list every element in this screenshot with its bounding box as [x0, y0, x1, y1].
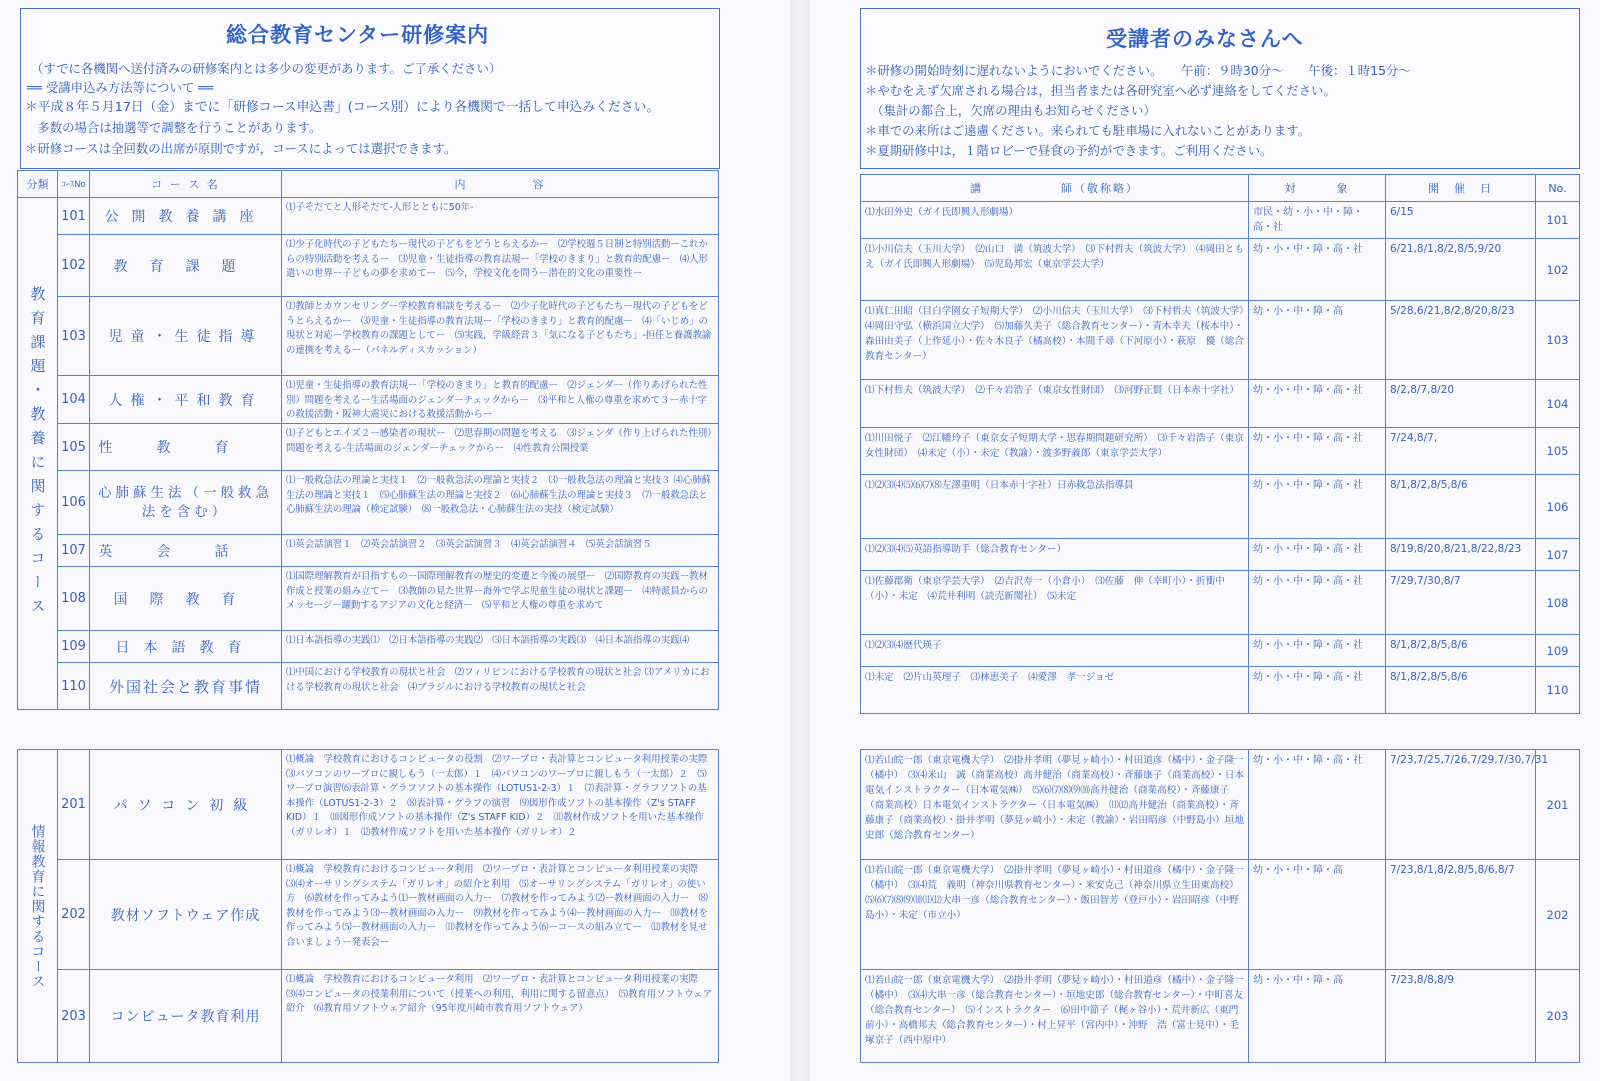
right-note-5: ＊夏期研修中は，１階ロビーで昼食の予約ができます。ご利用ください。 [865, 143, 1273, 158]
right-page-title: 受講者のみなさんへ [1106, 27, 1304, 51]
course-content: ⑴少子化時代の子どもたちー現代の子どもをどうとらえるかー ⑵学校週５日制と特別活動ーこれからの特別活動を考えるー ⑶児童・生徒指導の教育法規ー「学校のきまり」と教育的配慮ー ⑷人形遣いの世界ー子どもの夢を求めてー ⑸今，学校文化を問うー潜在的文化の重要性ー [282, 235, 719, 297]
row-no-cell: 107 [1536, 539, 1580, 571]
table-row [18, 297, 719, 376]
left-note-5: ＊研修コースは全回数の出席が原則ですが，コースによっては選択できます。 [25, 141, 457, 156]
left-note-3: ＊平成８年５月17日（金）までに「研修コース申込書」(コース別）により各機関で一括して申込みください。 [25, 100, 660, 115]
left-note-1: （すでに各機関へ送付済みの研修案内とは多少の変更があります。ご了承ください） [31, 61, 502, 76]
table-row [861, 750, 1580, 860]
left-note-4: 多数の場合は抽選等で調整を行うことがあります。 [25, 120, 322, 135]
table-row [861, 475, 1580, 539]
row-no-cell: 105 [1536, 428, 1580, 475]
date-cell: 8/2,8/7,8/20 [1386, 380, 1536, 428]
header-date: 開 催 日 [1386, 175, 1536, 202]
audience-cell: 幼・小・中・障・高・社 [1249, 428, 1386, 475]
date-cell: 6/15 [1386, 202, 1536, 239]
category-cell-1 [18, 198, 58, 710]
course-name: コンピュータ教育利用 [90, 970, 282, 1063]
course-content: ⑴子そだてと人形そだて-人形とともに50年- [282, 198, 719, 235]
course-content: ⑴概論 学校教育におけるコンピュータの役割 ⑵ワープロ・表計算とコンピュータ利用授業の実際 ⑶パソコンのワープロに親しもう（一太郎）１ ⑷パソコンのワープロに親しもう（一太郎）２ ⑸ワープロ演習⑹表計算・グラフソフトの基本操作（LOTUS1-2-3）１ ⑺表計算・グラフソフトの基本操作（LOTUS1-2-3）２ ⑻表計算・グラフの演習 ⑼図形作成ソフトの基本操作（Z's STAFF KID）１ ⑽図形作成ソフトの基本操作（Z's STAFF KID）２ ⑾教材作成ソフトを用いた基本操作（ガリレオ）１ ⑿教材作成ソフトを用いた基本操作（ガリレオ）２ [282, 750, 719, 860]
date-cell: 7/23,8/8,8/9 [1386, 970, 1536, 1063]
date-cell: 7/24,8/7, [1386, 428, 1536, 475]
date-cell: 7/23,7/25,7/26,7/29,7/30,7/31 [1386, 750, 1536, 860]
course-content: ⑴英会話演習１ ⑵英会話演習２ ⑶英会話演習３ ⑷英会話演習４ ⑸英会話演習５ [282, 535, 719, 567]
audience-cell: 幼・小・中・障・高・社 [1249, 667, 1386, 714]
course-name: 教育課題 [90, 235, 282, 297]
category-cell-2 [18, 750, 58, 1063]
right-header-box [860, 8, 1580, 169]
course-table-1 [17, 170, 719, 710]
course-no: 201 [58, 750, 90, 860]
course-name: 児童・生徒指導 [90, 297, 282, 376]
row-no-cell: 109 [1536, 635, 1580, 667]
date-cell: 5/28,6/21,8/2,8/20,8/23 [1386, 301, 1536, 380]
audience-cell: 幼・小・中・障・高・社 [1249, 380, 1386, 428]
audience-cell: 幼・小・中・障・高・社 [1249, 539, 1386, 571]
course-content: ⑴国際理解教育が目指すものー国際理解教育の歴史的変遷と今後の展望ー ⑵国際教育の実践ー教材作成と授業の組み立てー ⑶教師の見た世界ー海外で学ぶ児童生徒の現状と課題ー ⑷特派員からのメッセージー躍動するアジアの文化と経済ー ⑸平和と人権の尊重を求めて [282, 567, 719, 631]
lecturer-table-2 [860, 749, 1580, 1063]
row-no-cell: 110 [1536, 667, 1580, 714]
lecturer-table-1 [860, 174, 1580, 714]
audience-cell: 幼・小・中・障・高・社 [1249, 475, 1386, 539]
header-lecturer: 講 師（敬称略） [861, 175, 1249, 202]
left-note-2: ══ 受講申込み方法等について ══ [27, 80, 214, 95]
row-no-cell: 103 [1536, 301, 1580, 380]
audience-cell: 幼・小・中・障・高・社 [1249, 635, 1386, 667]
course-no: 102 [58, 235, 90, 297]
date-cell: 8/1,8/2,8/5,8/6 [1386, 635, 1536, 667]
page-gutter [790, 0, 810, 1081]
course-no: 103 [58, 297, 90, 376]
course-name: パソコン初級 [90, 750, 282, 860]
row-no-cell: 106 [1536, 475, 1580, 539]
date-cell: 8/1,8/2,8/5,8/6 [1386, 475, 1536, 539]
table-row [861, 380, 1580, 428]
lecturer-cell: ⑴佐藤郡衛（東京学芸大学） ⑵吉沢寿一（小倉小） ⑶佐藤 伸（幸町小）・折衝中（小）・未定 ⑷荒井利明（読売新聞社） ⑸未定 [861, 571, 1249, 635]
table-row [861, 860, 1580, 970]
header-course-no: ｺｰｽNo [58, 171, 90, 198]
lecturer-cell: ⑴小川信夫（玉川大学） ⑵山口 満（筑波大学） ⑶下村哲夫（筑波大学） ⑷岡田ともえ（ガイ氏即興人形劇場） ⑸児島邦宏（東京学芸大学） [861, 239, 1249, 301]
lecturer-cell: ⑴真仁田昭（目白学園女子短期大学） ⑵小川信夫（玉川大学） ⑶下村哲夫（筑波大学） ⑷岡田守弘（横浜国立大学） ⑸加藤久美子（総合教育センター）・青木幸夫（桜本中）・森田由美子（上作延小）・佐々木良子（橘高校）・本間千尋（下河原小）・萩原 優（総合教育センター） [861, 301, 1249, 380]
course-no: 108 [58, 567, 90, 631]
course-content: ⑴教師とカウンセリングー学校教育相談を考えるー ⑵少子化時代の子どもたちー現代の子どもをどうとらえるかー ⑶児童・生徒指導の教育法規ー「学校のきまり」と教育的配慮ー ⑷「いじめ」の現状と対応ー学校教育の課題としてー ⑸実践，学級経営３「気になる子どもたち」-担任と養護教諭の連携を考えるー（パネルディスカッション） [282, 297, 719, 376]
row-no-cell: 201 [1536, 750, 1580, 860]
lecturer-cell: ⑴未定 ⑵片山英理子 ⑶林恵美子 ⑷愛澤 孝一ジョゼ [861, 667, 1249, 714]
table-row [18, 970, 719, 1063]
table-row [18, 631, 719, 663]
audience-cell: 幼・小・中・障・高・社 [1249, 239, 1386, 301]
header-content: 内 容 [282, 171, 719, 198]
lecturer-cell: ⑴⑵⑶⑷⑸⑹⑺⑻左澤重明（日本赤十字社）日赤救急法指導員 [861, 475, 1249, 539]
row-no-cell: 104 [1536, 380, 1580, 428]
course-name: 国際教育 [90, 567, 282, 631]
table-row [18, 198, 719, 235]
right-note-3: （集計の都合上，欠席の理由もお知らせください） [865, 103, 1156, 118]
course-name: 公開教養講座 [90, 198, 282, 235]
date-cell: 7/29,7/30,8/7 [1386, 571, 1536, 635]
table-row [18, 424, 719, 471]
table-row [18, 535, 719, 567]
row-no-cell: 108 [1536, 571, 1580, 635]
row-no-cell: 202 [1536, 860, 1580, 970]
course-no: 202 [58, 860, 90, 970]
right-page [810, 0, 1600, 1081]
table-row [18, 663, 719, 710]
lecturer-cell: ⑴若山皖一郎（東京電機大学） ⑵掛井孝明（夢見ヶ崎小）・村田道彦（橘中）・金子隆一（橘中） ⑶⑷荒 義明（神奈川県教育センター）・米安克己（神奈川県立生田東高校） ⑸⑹⑺⑻⑼⑽⑾⑿大串一彦（総合教育センター）・飯田智芳（登戸小）・岩田昭彦（中野島小）・未定（市立小） [861, 860, 1249, 970]
lecturer-cell: ⑴下村哲夫（筑波大学） ⑵千々岩浩子（東京女性財団） ⑶河野正賢（日本赤十字社） [861, 380, 1249, 428]
table-row [861, 667, 1580, 714]
row-no-cell: 102 [1536, 239, 1580, 301]
lecturer-cell: ⑴水田外史（ガイ氏即興人形劇場） [861, 202, 1249, 239]
right-note-4: ＊車での来所はご遠慮ください。来られても駐車場に入れないことがあります。 [865, 123, 1311, 138]
lecturer-cell: ⑴若山皖一郎（東京電機大学） ⑵掛井孝明（夢見ヶ崎小）・村田道彦（橘中）・金子隆一（橘中） ⑶⑷大串一彦（総合教育センター）・垣地史郎（総合教育センター）・中町喜友（総合教育センター） ⑸インストラクター ⑹田中節子（梶ヶ谷小）・荒井新広（東門前小）・高橋邦夫（総合教育センター）・村上昇平（宮内中）・沖野 浩（富士見中）・毛塚京子（西中原中） [861, 970, 1249, 1063]
course-no: 110 [58, 663, 90, 710]
table-row [861, 571, 1580, 635]
right-note-1: ＊研修の開始時刻に遅れないようにおいでください。 午前：９時30分〜 午後：１時15分〜 [865, 63, 1411, 78]
course-table-2 [17, 749, 719, 1063]
category-label-2: 情報教育に関するコース [29, 823, 46, 989]
course-no: 106 [58, 471, 90, 535]
table-row [861, 428, 1580, 475]
course-content: ⑴一般救急法の理論と実技１ ⑵一般救急法の理論と実技２ ⑶一般救急法の理論と実技３ ⑷心肺蘇生法の理論と実技１ ⑸心肺蘇生法の理論と実技２ ⑹心肺蘇生法の理論と実技３ ⑺一般救急法と心肺蘇生法の理論（検定試験） ⑻一般救急法・心肺蘇生法の実技（検定試験） [282, 471, 719, 535]
course-name: 日本語教育 [90, 631, 282, 663]
lecturer-table-header [861, 175, 1580, 202]
course-no: 105 [58, 424, 90, 471]
left-header-box [20, 8, 720, 169]
audience-cell: 市民・幼・小・中・障・高・社 [1249, 202, 1386, 239]
audience-cell: 幼・小・中・障・高・社 [1249, 750, 1386, 860]
course-no: 109 [58, 631, 90, 663]
audience-cell: 幼・小・中・障・高 [1249, 301, 1386, 380]
table-row [18, 471, 719, 535]
table-row [18, 750, 719, 860]
table-row [861, 202, 1580, 239]
course-name: 性教育 [90, 424, 282, 471]
table-row [18, 860, 719, 970]
course-content: ⑴児童・生徒指導の教育法規ー「学校のきまり」と教育的配慮ー ⑵ジェンダー（作りあげられた性別）問題を考えるー生活場面のジェンダーチェックからー ⑶平和と人権の尊重を求めて３ー赤十字の救援活動・阪神大震災における救援活動からー [282, 376, 719, 424]
course-name: 心肺蘇生法（一般救急法を含む） [90, 471, 282, 535]
date-cell: 6/21,8/1,8/2,8/5,9/20 [1386, 239, 1536, 301]
right-note-2: ＊やむをえず欠席される場合は，担当者または各研究室へ必ず連絡をしてください。 [865, 83, 1336, 98]
course-content: ⑴子どもとエイズ２ー感染者の現状ー ⑵思春期の問題を考える ⑶ジェンダ（作り上げられた性別）問題を考える-生活場面のジェンダーチェックからー ⑷性教育公開授業 [282, 424, 719, 471]
lecturer-cell: ⑴⑵⑶⑷⑸英語指導助手（総合教育センター） [861, 539, 1249, 571]
table-row [18, 235, 719, 297]
date-cell: 8/19,8/20,8/21,8/22,8/23 [1386, 539, 1536, 571]
audience-cell: 幼・小・中・障・高・社 [1249, 571, 1386, 635]
course-no: 107 [58, 535, 90, 567]
course-name: 人権・平和教育 [90, 376, 282, 424]
course-no: 104 [58, 376, 90, 424]
lecturer-cell: ⑴川田悦子 ⑵江幡玲子（東京女子短期大学・思春期問題研究所） ⑶千々岩浩子（東京女性財団） ⑷未定（小）・未定（教諭）・渡多野義郎（東京学芸大学） [861, 428, 1249, 475]
audience-cell: 幼・小・中・障・高 [1249, 970, 1386, 1063]
header-category: 分類 [18, 171, 58, 198]
table-row [861, 539, 1580, 571]
lecturer-cell: ⑴若山皖一郎（東京電機大学） ⑵掛井孝明（夢見ヶ崎小）・村田道彦（橘中）・金子隆一（橘中） ⑶⑷米山 誠（商業高校）高井健治（商業高校）・斉藤康子（商業高校）・日本電気インストラクター（日本電気㈱） ⑸⑹⑺⑻⑼⑽高井健治（商業高校）・斉藤康子（商業高校）日本電気インストラクター（日本電気㈱） ⑾⑿高井健治（商業高校）・斉藤康子（商業高校）・掛井孝明（夢見ヶ崎小）・未定（教諭）・岩田昭彦（中野島小）垣地史郎（総合教育センター） [861, 750, 1249, 860]
audience-cell: 幼・小・中・障・高 [1249, 860, 1386, 970]
date-cell: 8/1,8/2,8/5,8/6 [1386, 667, 1536, 714]
course-content: ⑴概論 学校教育におけるコンピュータ利用 ⑵ワープロ・表計算とコンピュータ利用授業の実際 ⑶⑷オーサリングシステム「ガリレオ」の紹介と利用 ⑸オーサリングシステム「ガリレオ」の使い方 ⑹教材を作ってみよう⑴ー教材画面の入力ー ⑺教材を作ってみよう⑵ー教材画面の入力ー ⑻教材を作ってみよう⑶ー教材画面の入力ー ⑼教材を作ってみよう⑷ー教材画面の入力ー ⑽教材を作ってみよう⑸ー教材画面の入力ー ⑾教材を作ってみよう⑹ーコースの組み立てー ⑿教材を見せ合いましょうー発表会ー [282, 860, 719, 970]
date-cell: 7/23,8/1,8/2,8/5,8/6,8/7 [1386, 860, 1536, 970]
table-row [861, 970, 1580, 1063]
header-course-name: コ ー ス 名 [90, 171, 282, 198]
row-no-cell: 101 [1536, 202, 1580, 239]
table-row [18, 376, 719, 424]
table-row [861, 301, 1580, 380]
header-audience: 対 象 [1249, 175, 1386, 202]
course-name: 外国社会と教育事情 [90, 663, 282, 710]
course-content: ⑴概論 学校教育におけるコンピュータ利用 ⑵ワープロ・表計算とコンピュータ利用授業の実際 ⑶⑷コンピュータの授業利用について（授業への利用，利用に関する留意点） ⑸教育用ソフトウェア紹介 ⑹教育用ソフトウェア紹介（95年度川崎市教育用ソフトウェア） [282, 970, 719, 1063]
category-label-1: 教育課題・教養に関するコース [28, 285, 47, 622]
left-page [0, 0, 790, 1081]
row-no-cell: 203 [1536, 970, 1580, 1063]
course-table-header [18, 171, 719, 198]
course-content: ⑴日本語指導の実践⑴ ⑵日本語指導の実践⑵ ⑶日本語指導の実践⑶ ⑷日本語指導の実践⑷ [282, 631, 719, 663]
course-no: 101 [58, 198, 90, 235]
table-row [861, 239, 1580, 301]
table-row [861, 635, 1580, 667]
lecturer-cell: ⑴⑵⑶⑷歴代瑛子 [861, 635, 1249, 667]
table-row [18, 567, 719, 631]
course-no: 203 [58, 970, 90, 1063]
course-name: 英会話 [90, 535, 282, 567]
left-page-title: 総合教育センター研修案内 [226, 23, 490, 47]
course-name: 教材ソフトウェア作成 [90, 860, 282, 970]
header-no: No. [1536, 175, 1580, 202]
course-content: ⑴中国における学校教育の現状と社会 ⑵フィリピンにおける学校教育の現状と社会 ⑶アメリカにおける学校教育の現状と社会 ⑷ブラジルにおける学校教育の現状と社会 [282, 663, 719, 710]
